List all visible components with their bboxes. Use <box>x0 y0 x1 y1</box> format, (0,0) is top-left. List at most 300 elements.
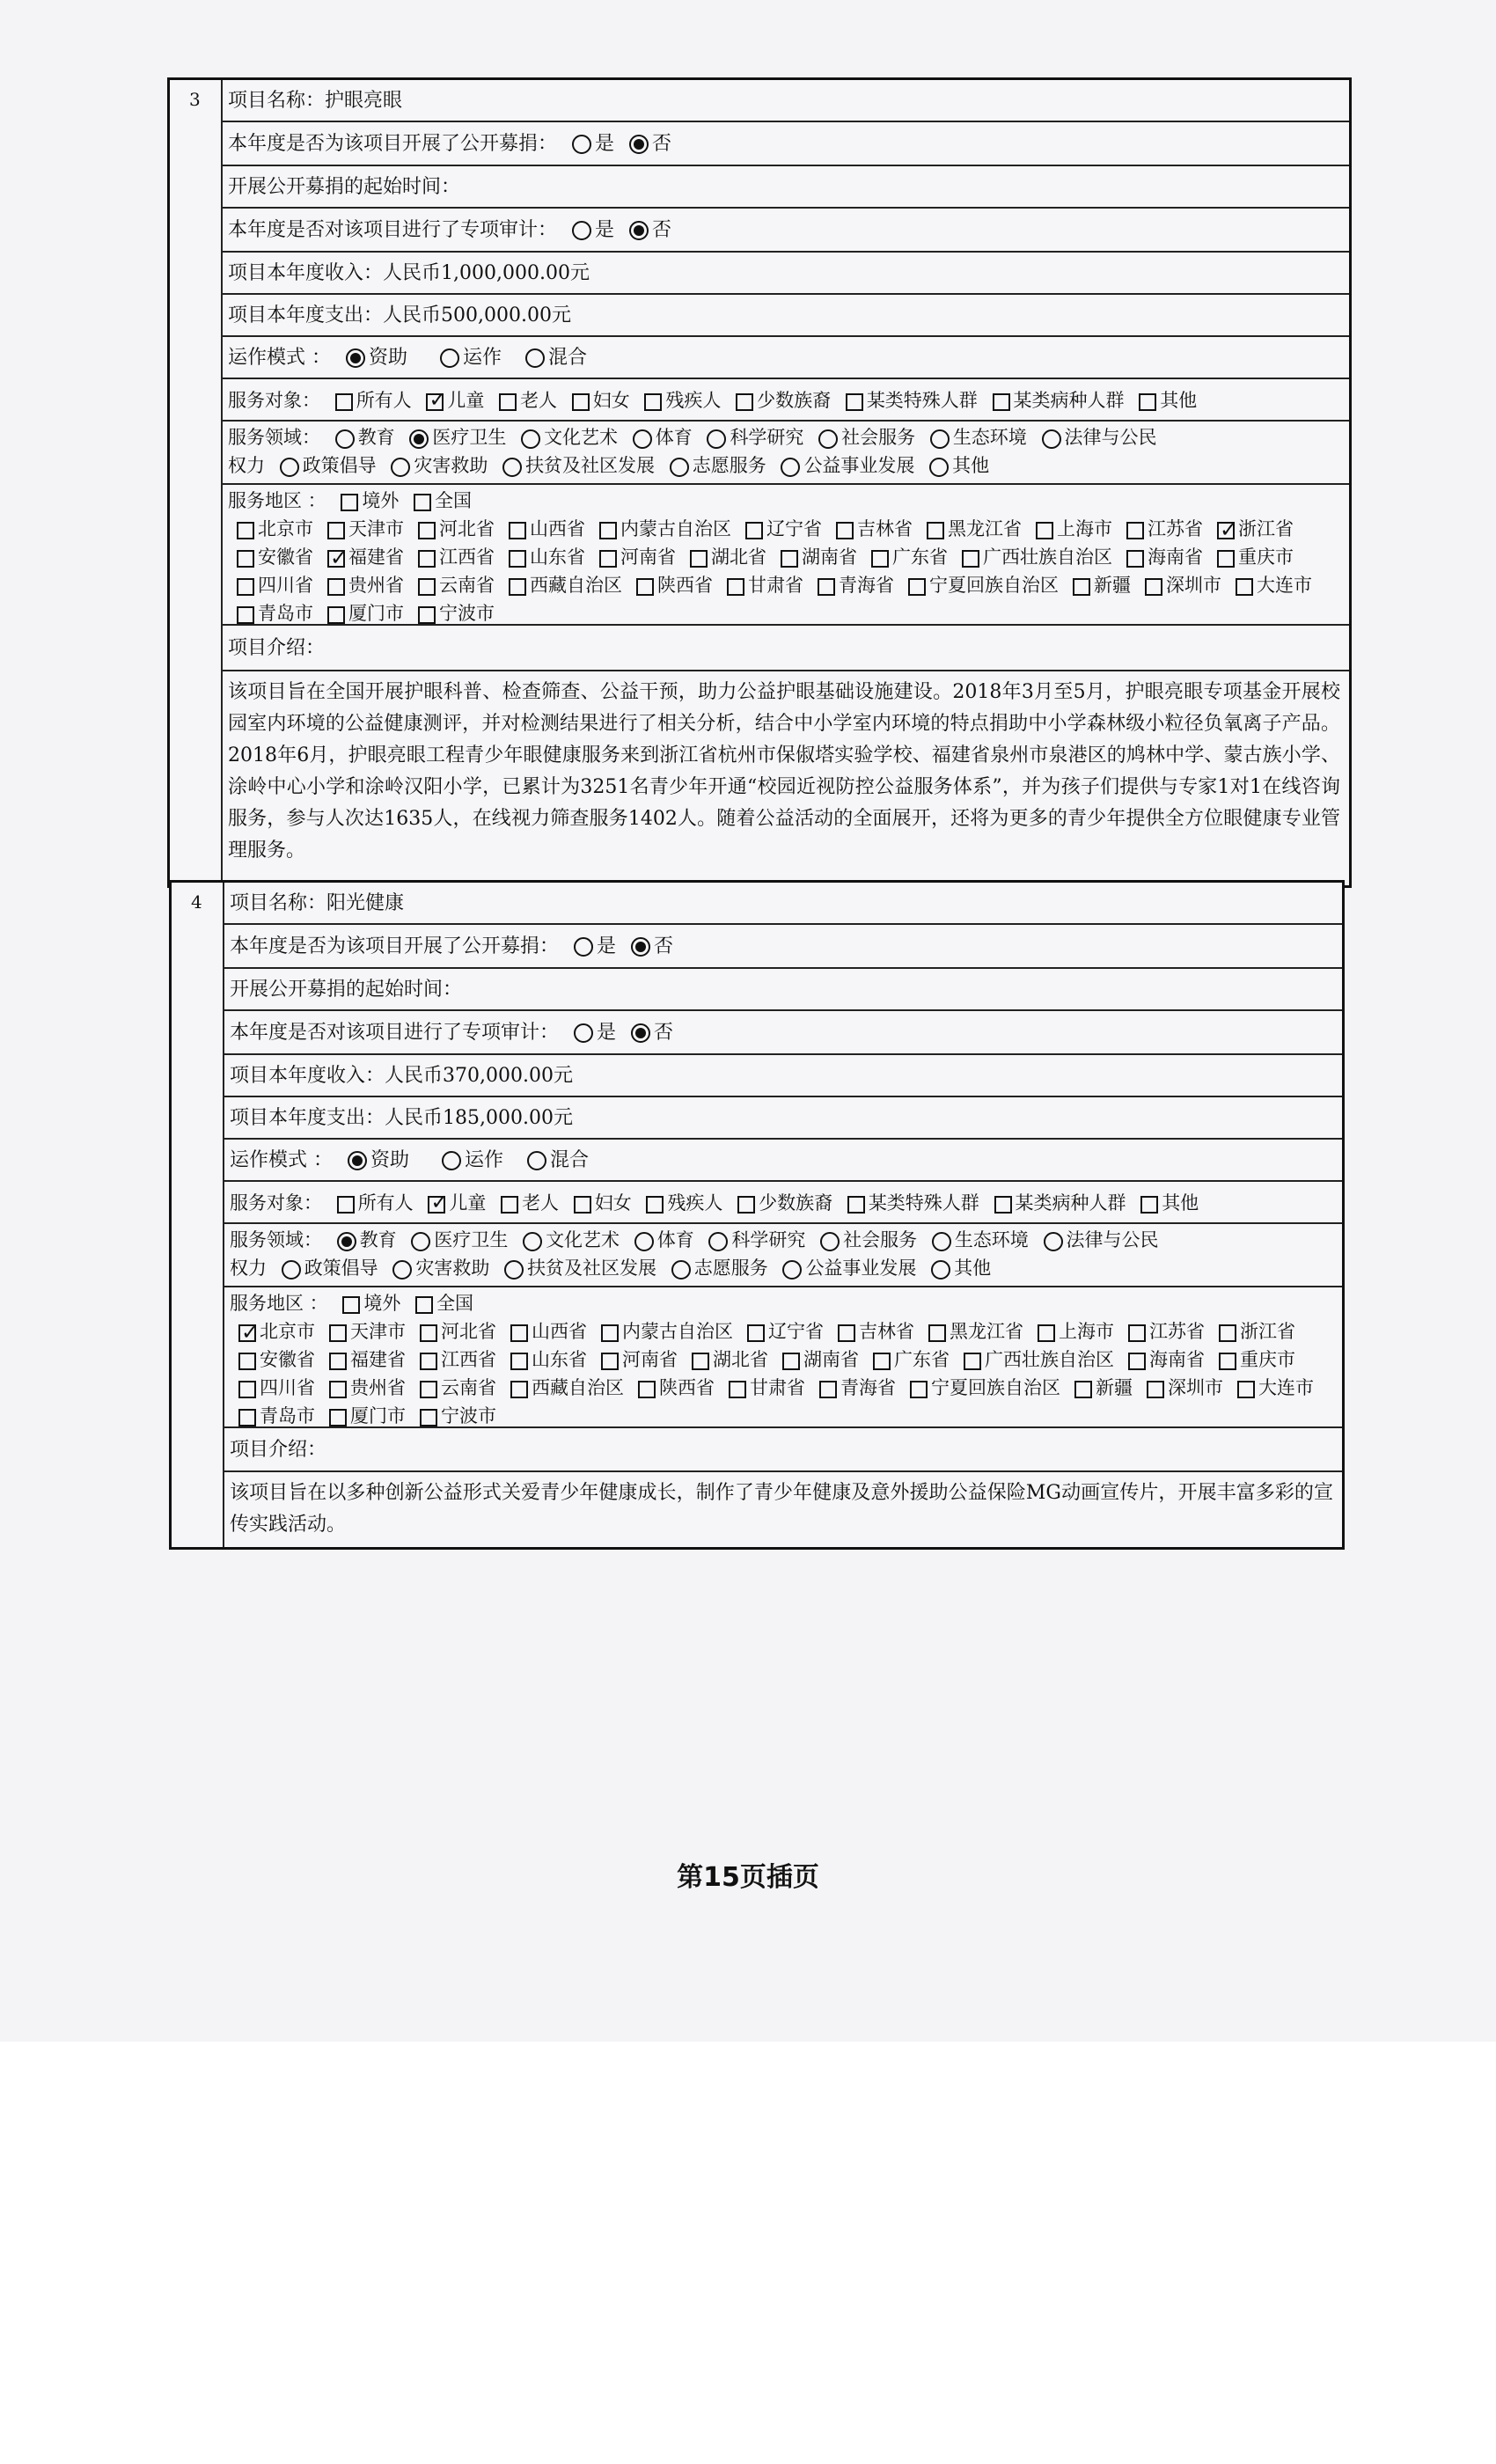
target-checkbox[interactable] <box>646 1196 664 1214</box>
region-checkbox[interactable] <box>342 1296 360 1314</box>
region-item[interactable] <box>502 1346 587 1374</box>
region-item[interactable] <box>590 543 676 571</box>
region-checkbox[interactable] <box>782 1353 800 1370</box>
project-form-3 <box>167 77 1352 888</box>
region-checkbox[interactable] <box>1236 578 1253 596</box>
region-item[interactable] <box>1027 515 1112 543</box>
region-item[interactable] <box>319 515 404 543</box>
option-label: 某类病种人群 <box>1013 390 1125 411</box>
audit-no-radio[interactable] <box>629 221 649 240</box>
target-checkbox[interactable] <box>337 1196 355 1214</box>
region-item[interactable] <box>590 515 731 543</box>
option-label: 扶贫及社区发展 <box>525 455 656 476</box>
region-item[interactable] <box>772 543 857 571</box>
field-radio[interactable] <box>280 458 299 477</box>
region-checkbox[interactable] <box>638 1381 656 1398</box>
region-item[interactable] <box>1228 1374 1314 1402</box>
option-label: 教育 <box>359 1229 397 1250</box>
mode-mixed-radio[interactable] <box>527 1151 546 1170</box>
region-item[interactable] <box>901 1374 1060 1402</box>
region-checkbox[interactable] <box>415 1296 433 1314</box>
no-label: 否 <box>654 1022 674 1044</box>
option-label: 政策倡导 <box>304 1258 378 1279</box>
project-name-row <box>223 80 1349 122</box>
income-row <box>224 1055 1342 1097</box>
region-label: 安徽省 <box>260 1349 315 1370</box>
fundraising-yes-radio[interactable] <box>574 937 593 957</box>
region-checkbox[interactable] <box>927 522 944 539</box>
option-label: 社会服务 <box>841 427 916 448</box>
intro-label: 项目介绍： <box>230 1439 327 1461</box>
region-item[interactable] <box>409 543 495 571</box>
region-checkbox[interactable] <box>636 578 654 596</box>
field-radio[interactable] <box>391 458 410 477</box>
field-radio[interactable] <box>335 429 355 449</box>
region-checkbox[interactable] <box>1038 1324 1055 1342</box>
target-checkbox[interactable] <box>428 1196 445 1214</box>
region-checkbox[interactable] <box>908 578 926 596</box>
region-item[interactable] <box>230 1346 315 1374</box>
region-checkbox[interactable] <box>509 522 526 539</box>
option-label: 妇女 <box>592 390 630 411</box>
region-label: 宁波市 <box>441 1405 496 1426</box>
region-checkbox[interactable] <box>781 550 798 568</box>
region-label: 浙江省 <box>1240 1321 1295 1342</box>
field-radio[interactable] <box>634 1232 654 1251</box>
region-checkbox[interactable] <box>329 1381 347 1398</box>
option-label: 生态环境 <box>954 1229 1029 1250</box>
region-item[interactable] <box>228 543 313 571</box>
region-checkbox[interactable] <box>599 522 617 539</box>
region-checkbox[interactable] <box>1217 522 1235 539</box>
region-item[interactable] <box>629 1374 715 1402</box>
region-label: 湖南省 <box>802 546 857 568</box>
region-checkbox[interactable] <box>819 1381 837 1398</box>
region-label: 宁夏回族自治区 <box>929 575 1059 596</box>
number-column <box>172 883 224 1547</box>
region-checkbox[interactable] <box>1128 1353 1146 1370</box>
region-item[interactable] <box>1208 543 1294 571</box>
region-checkbox[interactable] <box>928 1324 946 1342</box>
field-radio[interactable] <box>633 429 652 449</box>
region-item[interactable] <box>500 515 585 543</box>
region-label: 青海省 <box>840 1377 896 1398</box>
region-item[interactable] <box>500 571 622 599</box>
region-checkbox[interactable] <box>341 494 358 511</box>
region-checkbox[interactable] <box>329 1324 347 1342</box>
region-item[interactable] <box>829 1317 914 1346</box>
project-name: 项目名称：阳光健康 <box>230 892 405 914</box>
targets-label: 服务对象： <box>228 390 320 411</box>
region-checkbox[interactable] <box>510 1353 528 1370</box>
option-label: 所有人 <box>357 1192 414 1214</box>
option-label: 老人 <box>520 390 558 411</box>
fundraising-no-radio[interactable] <box>629 135 649 154</box>
region-checkbox[interactable] <box>836 522 854 539</box>
region-item[interactable] <box>1136 571 1221 599</box>
region-checkbox[interactable] <box>1036 522 1053 539</box>
income: 项目本年度收入：人民币370,000.00元 <box>230 1065 573 1087</box>
region-label: 江苏省 <box>1149 1321 1205 1342</box>
region-checkbox[interactable] <box>238 1409 256 1426</box>
region-label: 浙江省 <box>1238 518 1294 539</box>
project-name: 项目名称：护眼亮眼 <box>228 90 403 112</box>
field-radio[interactable] <box>781 458 800 477</box>
field-radio[interactable] <box>818 429 838 449</box>
region-checkbox[interactable] <box>1237 1381 1255 1398</box>
region-checkbox[interactable] <box>1217 550 1235 568</box>
option-label: 灾害救助 <box>415 1258 490 1279</box>
region-item[interactable] <box>774 1346 859 1374</box>
option-label: 少数族裔 <box>757 390 832 411</box>
option-label: 残疾人 <box>667 1192 723 1214</box>
region-item[interactable] <box>683 1346 768 1374</box>
region-label: 江苏省 <box>1148 518 1203 539</box>
region-item[interactable] <box>320 1317 406 1346</box>
region-checkbox[interactable] <box>327 606 345 624</box>
region-checkbox[interactable] <box>690 550 708 568</box>
region-label: 西藏自治区 <box>532 1377 624 1398</box>
region-item[interactable] <box>809 571 894 599</box>
region-label: 云南省 <box>439 575 495 596</box>
region-item[interactable] <box>920 1317 1023 1346</box>
field-radio[interactable] <box>930 429 950 449</box>
option-label: 儿童 <box>449 1192 487 1214</box>
target-checkbox[interactable] <box>572 393 590 411</box>
intro-label-row <box>223 626 1349 671</box>
region-checkbox[interactable] <box>964 1353 981 1370</box>
region-label: 宁夏回族自治区 <box>931 1377 1060 1398</box>
region-checkbox[interactable] <box>327 578 345 596</box>
region-item[interactable] <box>718 571 803 599</box>
field-radio[interactable] <box>502 458 522 477</box>
region-label: 黑龙江省 <box>948 518 1022 539</box>
region-checkbox[interactable] <box>420 1381 437 1398</box>
region-label: 厦门市 <box>350 1405 406 1426</box>
region-item[interactable] <box>228 571 313 599</box>
region-checkbox[interactable] <box>510 1381 528 1398</box>
field-radio[interactable] <box>521 429 540 449</box>
field-radio[interactable] <box>931 1260 950 1280</box>
yes-label: 是 <box>597 935 617 957</box>
field-radio[interactable] <box>708 1232 728 1251</box>
region-checkbox[interactable] <box>418 522 436 539</box>
audit-row <box>224 1011 1342 1055</box>
field-radio[interactable] <box>337 1232 356 1251</box>
region-checkbox[interactable] <box>509 578 526 596</box>
region-item[interactable] <box>320 1374 406 1402</box>
field-radio[interactable] <box>282 1260 301 1280</box>
target-checkbox[interactable] <box>847 1196 865 1214</box>
region-checkbox[interactable] <box>414 494 431 511</box>
target-checkbox[interactable] <box>846 393 863 411</box>
region-checkbox[interactable] <box>420 1409 437 1426</box>
target-checkbox[interactable] <box>499 393 517 411</box>
region-label: 广东省 <box>892 546 948 568</box>
region-checkbox[interactable] <box>238 1353 256 1370</box>
region-label: 福建省 <box>350 1349 406 1370</box>
mode-mixed-radio[interactable] <box>525 348 545 368</box>
region-label: 河北省 <box>439 518 495 539</box>
option-label: 生态环境 <box>952 427 1027 448</box>
region-checkbox[interactable] <box>1126 550 1144 568</box>
region-label: 吉林省 <box>857 518 913 539</box>
region-label: 宁波市 <box>439 603 495 624</box>
region-item[interactable] <box>409 599 495 627</box>
region-checkbox[interactable] <box>237 606 254 624</box>
region-item[interactable] <box>720 1374 805 1402</box>
region-checkbox[interactable] <box>745 522 763 539</box>
option-label: 其他 <box>954 1258 992 1279</box>
option-label: 妇女 <box>594 1192 632 1214</box>
region-checkbox[interactable] <box>871 550 889 568</box>
region-checkbox[interactable] <box>910 1381 928 1398</box>
region-item[interactable] <box>592 1317 733 1346</box>
region-checkbox[interactable] <box>599 550 617 568</box>
region-checkbox[interactable] <box>238 1381 256 1398</box>
region-item[interactable] <box>319 543 404 571</box>
field-radio[interactable] <box>782 1260 802 1280</box>
region-item[interactable] <box>500 543 585 571</box>
region-checkbox[interactable] <box>510 1324 528 1342</box>
target-checkbox[interactable] <box>501 1196 518 1214</box>
targets-label: 服务对象： <box>230 1192 322 1214</box>
region-item[interactable] <box>955 1346 1114 1374</box>
mode-label: 运作模式 ： <box>230 1149 333 1171</box>
region-item[interactable] <box>810 1374 896 1402</box>
region-checkbox[interactable] <box>329 1409 347 1426</box>
region-item[interactable] <box>737 515 822 543</box>
region-checkbox[interactable] <box>601 1353 619 1370</box>
region-checkbox[interactable] <box>237 578 254 596</box>
region-item[interactable] <box>411 1374 496 1402</box>
field-radio[interactable] <box>670 458 689 477</box>
target-checkbox[interactable] <box>1140 1196 1158 1214</box>
option-label: 资助 <box>370 1149 410 1171</box>
field-radio[interactable] <box>671 1260 691 1280</box>
region-label: 内蒙古自治区 <box>622 1321 733 1342</box>
intro-label-row <box>224 1428 1342 1472</box>
region-label: 四川省 <box>260 1377 315 1398</box>
audit-no-radio[interactable] <box>631 1023 650 1043</box>
region-item[interactable] <box>864 1346 950 1374</box>
region-item[interactable] <box>953 543 1112 571</box>
target-checkbox[interactable] <box>574 1196 591 1214</box>
field-radio[interactable] <box>523 1232 542 1251</box>
mode-operate-radio[interactable] <box>442 1151 461 1170</box>
region-item[interactable] <box>918 515 1022 543</box>
region-checkbox[interactable] <box>727 578 744 596</box>
region-checkbox[interactable] <box>1219 1324 1236 1342</box>
region-item[interactable] <box>230 1317 315 1346</box>
region-checkbox[interactable] <box>327 522 345 539</box>
region-item[interactable] <box>411 1402 496 1430</box>
target-checkbox[interactable] <box>1139 393 1156 411</box>
option-label: 境外 <box>362 490 400 511</box>
region-item[interactable] <box>1064 571 1131 599</box>
region-checkbox[interactable] <box>962 550 979 568</box>
region-item[interactable] <box>592 1346 678 1374</box>
fundraising-start: 开展公开募捐的起始时间： <box>228 176 461 198</box>
region-label: 辽宁省 <box>766 518 822 539</box>
region-checkbox[interactable] <box>838 1324 855 1342</box>
field-radio[interactable] <box>504 1260 524 1280</box>
field-radio[interactable] <box>820 1232 840 1251</box>
region-checkbox[interactable] <box>238 1324 256 1342</box>
region-label: 青岛市 <box>258 603 313 624</box>
option-label: 运作 <box>463 347 502 369</box>
field-radio[interactable] <box>707 429 726 449</box>
region-item[interactable] <box>502 1374 624 1402</box>
region-item[interactable] <box>1118 543 1203 571</box>
option-label: 某类特殊人群 <box>868 1192 979 1214</box>
region-checkbox[interactable] <box>329 1353 347 1370</box>
region-item[interactable] <box>409 515 495 543</box>
region-checkbox[interactable] <box>1128 1324 1146 1342</box>
region-checkbox[interactable] <box>818 578 835 596</box>
field-radio[interactable] <box>409 429 429 449</box>
region-item[interactable] <box>1119 1346 1205 1374</box>
region-item[interactable] <box>228 599 313 627</box>
fundraising-row <box>224 925 1342 969</box>
region-item[interactable] <box>1227 571 1312 599</box>
region-checkbox[interactable] <box>237 522 254 539</box>
region-label: 甘肃省 <box>748 575 803 596</box>
region-checkbox[interactable] <box>1145 578 1162 596</box>
expense-row <box>224 1097 1342 1140</box>
option-label: 法律与公民 <box>1064 427 1157 448</box>
regions-row <box>224 1287 1342 1428</box>
target-checkbox[interactable] <box>737 1196 755 1214</box>
target-checkbox[interactable] <box>993 393 1010 411</box>
intro-text: 该项目旨在全国开展护眼科普、检查筛查、公益干预，助力公益护眼基础设施建设。2018年3月至5月，护眼亮眼专项基金开展校园室内环境的公益健康测评，并对检测结果进行了相关分析，结合中小学室内环境的特点捐助中小学森林级小粒径负氧离子产品。2018年6月，护眼亮眼工程青少年眼健康服务来到浙江省杭州市保俶塔实验学校、福建省泉州市泉港区的鸠林中学、蒙古族小学、涂岭中心小学和涂岭汉阳小学，已累计为3251名青少年开通“校园近视防控公益服务体系”，并为孩子们提供与专家1对1在线咨询服务，参与人次达1635人，在线视力筛查服务1402人。随着公益活动的全面展开，还将为更多的青少年提供全方位眼健康专业管理服务。 <box>228 681 1340 862</box>
region-checkbox[interactable] <box>1074 1381 1092 1398</box>
region-checkbox[interactable] <box>729 1381 746 1398</box>
option-label: 全国 <box>436 1293 474 1314</box>
option-label: 境外 <box>363 1293 401 1314</box>
regions-block <box>228 487 1344 627</box>
region-checkbox[interactable] <box>418 578 436 596</box>
region-item[interactable] <box>230 1374 315 1402</box>
region-item[interactable] <box>1118 515 1203 543</box>
region-item[interactable] <box>1066 1374 1133 1402</box>
mode-grant-radio[interactable] <box>348 1151 367 1170</box>
region-item[interactable] <box>411 1346 496 1374</box>
region-checkbox[interactable] <box>1147 1381 1164 1398</box>
region-label: 贵州省 <box>350 1377 406 1398</box>
project-name-row <box>224 883 1342 925</box>
region-checkbox[interactable] <box>327 550 345 568</box>
region-item[interactable] <box>228 515 313 543</box>
intro-label: 项目介绍： <box>228 637 326 659</box>
regions-block <box>230 1289 1337 1430</box>
region-item[interactable] <box>230 1402 315 1430</box>
field-radio[interactable] <box>1042 429 1061 449</box>
region-checkbox[interactable] <box>509 550 526 568</box>
region-checkbox[interactable] <box>1073 578 1090 596</box>
region-item[interactable] <box>319 571 404 599</box>
region-item[interactable] <box>319 599 404 627</box>
audit-yes-radio[interactable] <box>574 1023 593 1043</box>
option-label: 文化艺术 <box>544 427 619 448</box>
region-label: 山东省 <box>530 546 585 568</box>
target-checkbox[interactable] <box>335 393 353 411</box>
region-item[interactable] <box>862 543 948 571</box>
region-item[interactable] <box>1208 515 1294 543</box>
field-radio[interactable] <box>411 1232 430 1251</box>
region-item[interactable] <box>320 1346 406 1374</box>
region-label: 河南省 <box>620 546 676 568</box>
intro-row <box>224 1472 1342 1547</box>
region-item[interactable] <box>1210 1346 1295 1374</box>
region-checkbox[interactable] <box>418 550 436 568</box>
audit-yes-radio[interactable] <box>572 221 591 240</box>
yes-label: 是 <box>597 1022 617 1044</box>
region-item[interactable] <box>409 571 495 599</box>
mode-grant-radio[interactable] <box>346 348 365 368</box>
region-label: 上海市 <box>1057 518 1112 539</box>
region-item[interactable] <box>627 571 713 599</box>
region-label: 湖南省 <box>803 1349 859 1370</box>
target-checkbox[interactable] <box>644 393 662 411</box>
region-item[interactable] <box>681 543 766 571</box>
region-checkbox[interactable] <box>237 550 254 568</box>
region-item[interactable] <box>1119 1317 1205 1346</box>
option-label: 运作 <box>465 1149 504 1171</box>
region-checkbox[interactable] <box>1126 522 1144 539</box>
region-label: 重庆市 <box>1238 546 1294 568</box>
region-item[interactable] <box>411 1317 496 1346</box>
fundraising-no-radio[interactable] <box>631 937 650 957</box>
option-label: 混合 <box>548 347 588 369</box>
option-label: 体育 <box>655 427 693 448</box>
region-item[interactable] <box>1138 1374 1223 1402</box>
region-item[interactable] <box>320 1402 406 1430</box>
region-item[interactable] <box>1210 1317 1295 1346</box>
field-radio[interactable] <box>1044 1232 1063 1251</box>
region-item[interactable] <box>827 515 913 543</box>
target-checkbox[interactable] <box>994 1196 1012 1214</box>
region-item[interactable] <box>738 1317 824 1346</box>
target-checkbox[interactable] <box>426 393 444 411</box>
audit-question: 本年度是否对该项目进行了专项审计： <box>228 219 558 241</box>
region-checkbox[interactable] <box>601 1324 619 1342</box>
field-radio[interactable] <box>932 1232 951 1251</box>
region-item[interactable] <box>899 571 1059 599</box>
region-label: 内蒙古自治区 <box>620 518 731 539</box>
target-checkbox[interactable] <box>736 393 753 411</box>
region-label: 陕西省 <box>659 1377 715 1398</box>
yes-label: 是 <box>595 219 615 241</box>
fundraising-yes-radio[interactable] <box>572 135 591 154</box>
region-checkbox[interactable] <box>1219 1353 1236 1370</box>
page-footer: 第15页插页 <box>677 1862 819 1893</box>
mode-row <box>223 337 1349 379</box>
region-checkbox[interactable] <box>692 1353 709 1370</box>
field-radio[interactable] <box>929 458 949 477</box>
region-item[interactable] <box>1029 1317 1114 1346</box>
region-checkbox[interactable] <box>873 1353 891 1370</box>
region-checkbox[interactable] <box>418 606 436 624</box>
region-checkbox[interactable] <box>747 1324 765 1342</box>
mode-operate-radio[interactable] <box>440 348 459 368</box>
region-checkbox[interactable] <box>420 1324 437 1342</box>
no-label: 否 <box>652 219 672 241</box>
number-column <box>170 80 223 885</box>
region-item[interactable] <box>502 1317 587 1346</box>
region-checkbox[interactable] <box>420 1353 437 1370</box>
field-radio[interactable] <box>392 1260 412 1280</box>
